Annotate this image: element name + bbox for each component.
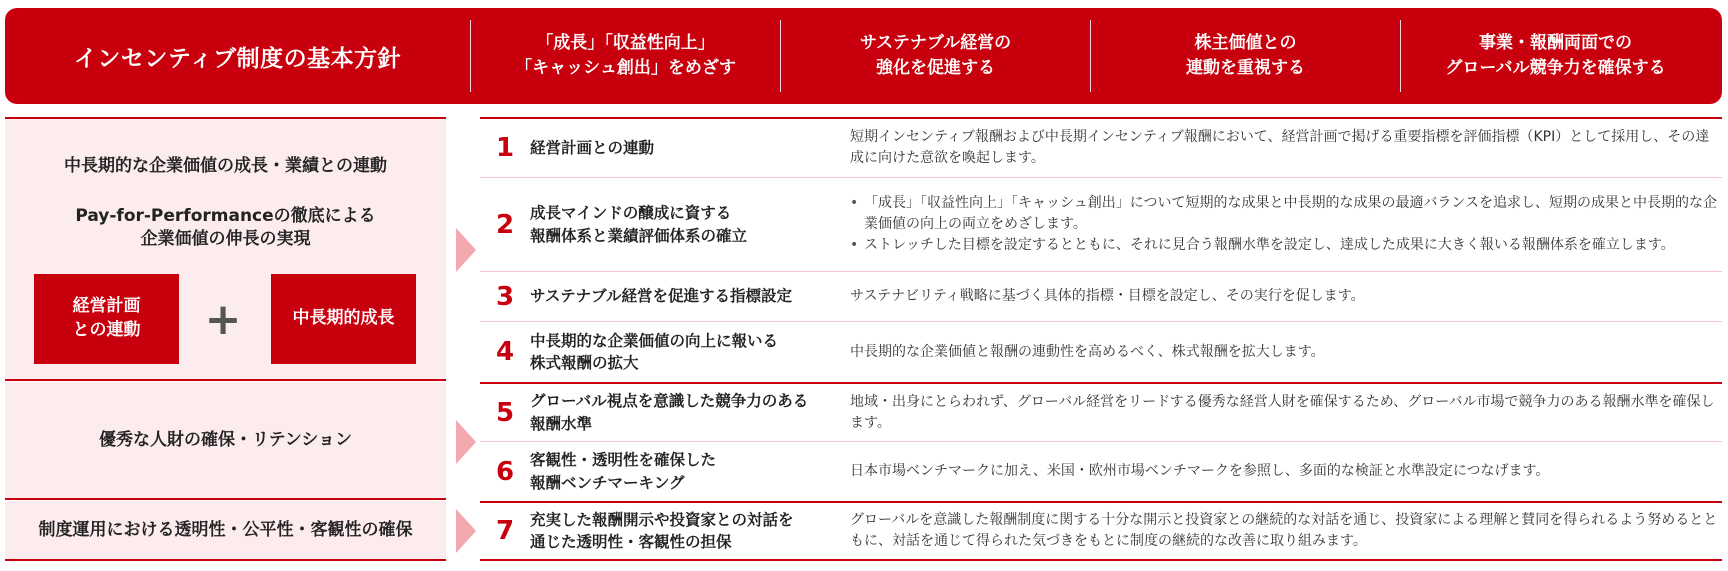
header-cell-global: 事業・報酬両面での グローバル競争力を確保する [1400, 20, 1710, 92]
row-bullet: • ストレッチした目標を設定するとともに、それに見合う報酬水準を設定し、達成した成果に大きく報いる報酬体系を確立します。 [850, 235, 1718, 256]
policy-row-4 [480, 321, 1722, 382]
policy-row-3 [480, 271, 1722, 321]
header-cell-shareholder: 株主価値との 連動を重視する [1090, 20, 1400, 92]
row-description [850, 193, 1722, 256]
row-title: 経営計画との連動 [530, 138, 655, 157]
row-title: 充実した報酬開示や投資家との対話を 通じた透明性・客観性の担保 [530, 510, 794, 551]
row-title: 客観性・透明性を確保した 報酬ベンチマーキング [530, 451, 717, 492]
policy-row-6 [480, 441, 1722, 501]
left-block-transparency [5, 501, 446, 561]
box-mid-long-growth: 中長期的成長 [271, 274, 416, 364]
arrow-right-icon [456, 420, 476, 464]
left-block-talent [5, 382, 446, 500]
policy-header-band [5, 8, 1722, 104]
row-number: 5 [495, 397, 515, 428]
row-description: 日本市場ベンチマークに加え、米国・欧州市場ベンチマークを参照し、多面的な検証と水準設定につなげます。 [850, 463, 1550, 479]
row-number: 7 [495, 516, 515, 546]
policy-row-1 [480, 117, 1722, 177]
row-description: 中長期的な企業価値と報酬の連動性を高めるべく、株式報酬を拡大します。 [850, 343, 1325, 360]
header-cell-growth: 「成長」「収益性向上」 「キャッシュ創出」をめざす [470, 20, 780, 92]
row-description: 短期インセンティブ報酬および中長期インセンティブ報酬において、経営計画で掲げる重要指標を評価指標（KPI）として採用し、その達成に向けた意欲を喚起します。 [850, 129, 1710, 166]
row-description: 地域・出身にとらわれず、グローバル経営をリードする優秀な経営人財を確保するため、グローバル市場で競争力のある報酬水準を確保します。 [850, 393, 1715, 431]
left-block-subheading: Pay-for-Performanceの徹底による 企業価値の伸長の実現 [75, 206, 376, 249]
row-description: サステナビリティ戦略に基づく具体的指標・目標を設定し、その実行を促します。 [850, 288, 1365, 304]
row-number: 4 [495, 337, 515, 367]
left-block-heading: 中長期的な企業価値の成長・業績との連動 [64, 156, 387, 176]
header-cell-sustainable: サステナブル経営の 強化を促進する [780, 20, 1090, 92]
row-title: グローバル視点を意識した競争力のある 報酬水準 [530, 392, 809, 433]
arrow-right-icon [456, 228, 476, 272]
row-number: 1 [495, 133, 515, 163]
policy-row-2 [480, 177, 1722, 271]
left-block-talent-text: 優秀な人財の確保・リテンション [98, 430, 353, 450]
row-title: 中長期的な企業価値の向上に報いる 株式報酬の拡大 [530, 331, 779, 372]
row-bullet: • 「成長」「収益性向上」「キャッシュ創出」について短期的な成果と中長期的な成果の最適バランスを追求し、短期の成果と中長期的な企業価値の向上の両立をめざします。 [850, 193, 1718, 235]
left-block-performance [5, 117, 446, 381]
arrow-right-icon [456, 509, 476, 553]
row-number: 6 [495, 456, 515, 487]
row-title: サステナブル経営を促進する指標設定 [530, 287, 792, 306]
left-block-transparency-text: 制度運用における透明性・公平性・客観性の確保 [38, 520, 413, 540]
row-number: 3 [495, 281, 515, 312]
header-title: インセンティブ制度の基本方針 [73, 45, 402, 72]
row-title: 成長マインドの醸成に資する 報酬体系と業績評価体系の確立 [530, 204, 748, 245]
row-description: グローバルを意識した報酬制度に関する十分な開示と投資家との継続的な対話を通じ、投資家による理解と賛同を得られるよう努めるとともに、対話を通じて得られた気づきをもとに制度の継続的な改善に取り組みます。 [850, 512, 1718, 549]
policy-row-7 [480, 501, 1722, 561]
row-number: 2 [495, 209, 515, 240]
plus-icon: + [204, 293, 242, 345]
policy-row-5 [480, 382, 1722, 441]
box-plan-linkage: 経営計画 との連動 [34, 274, 179, 364]
